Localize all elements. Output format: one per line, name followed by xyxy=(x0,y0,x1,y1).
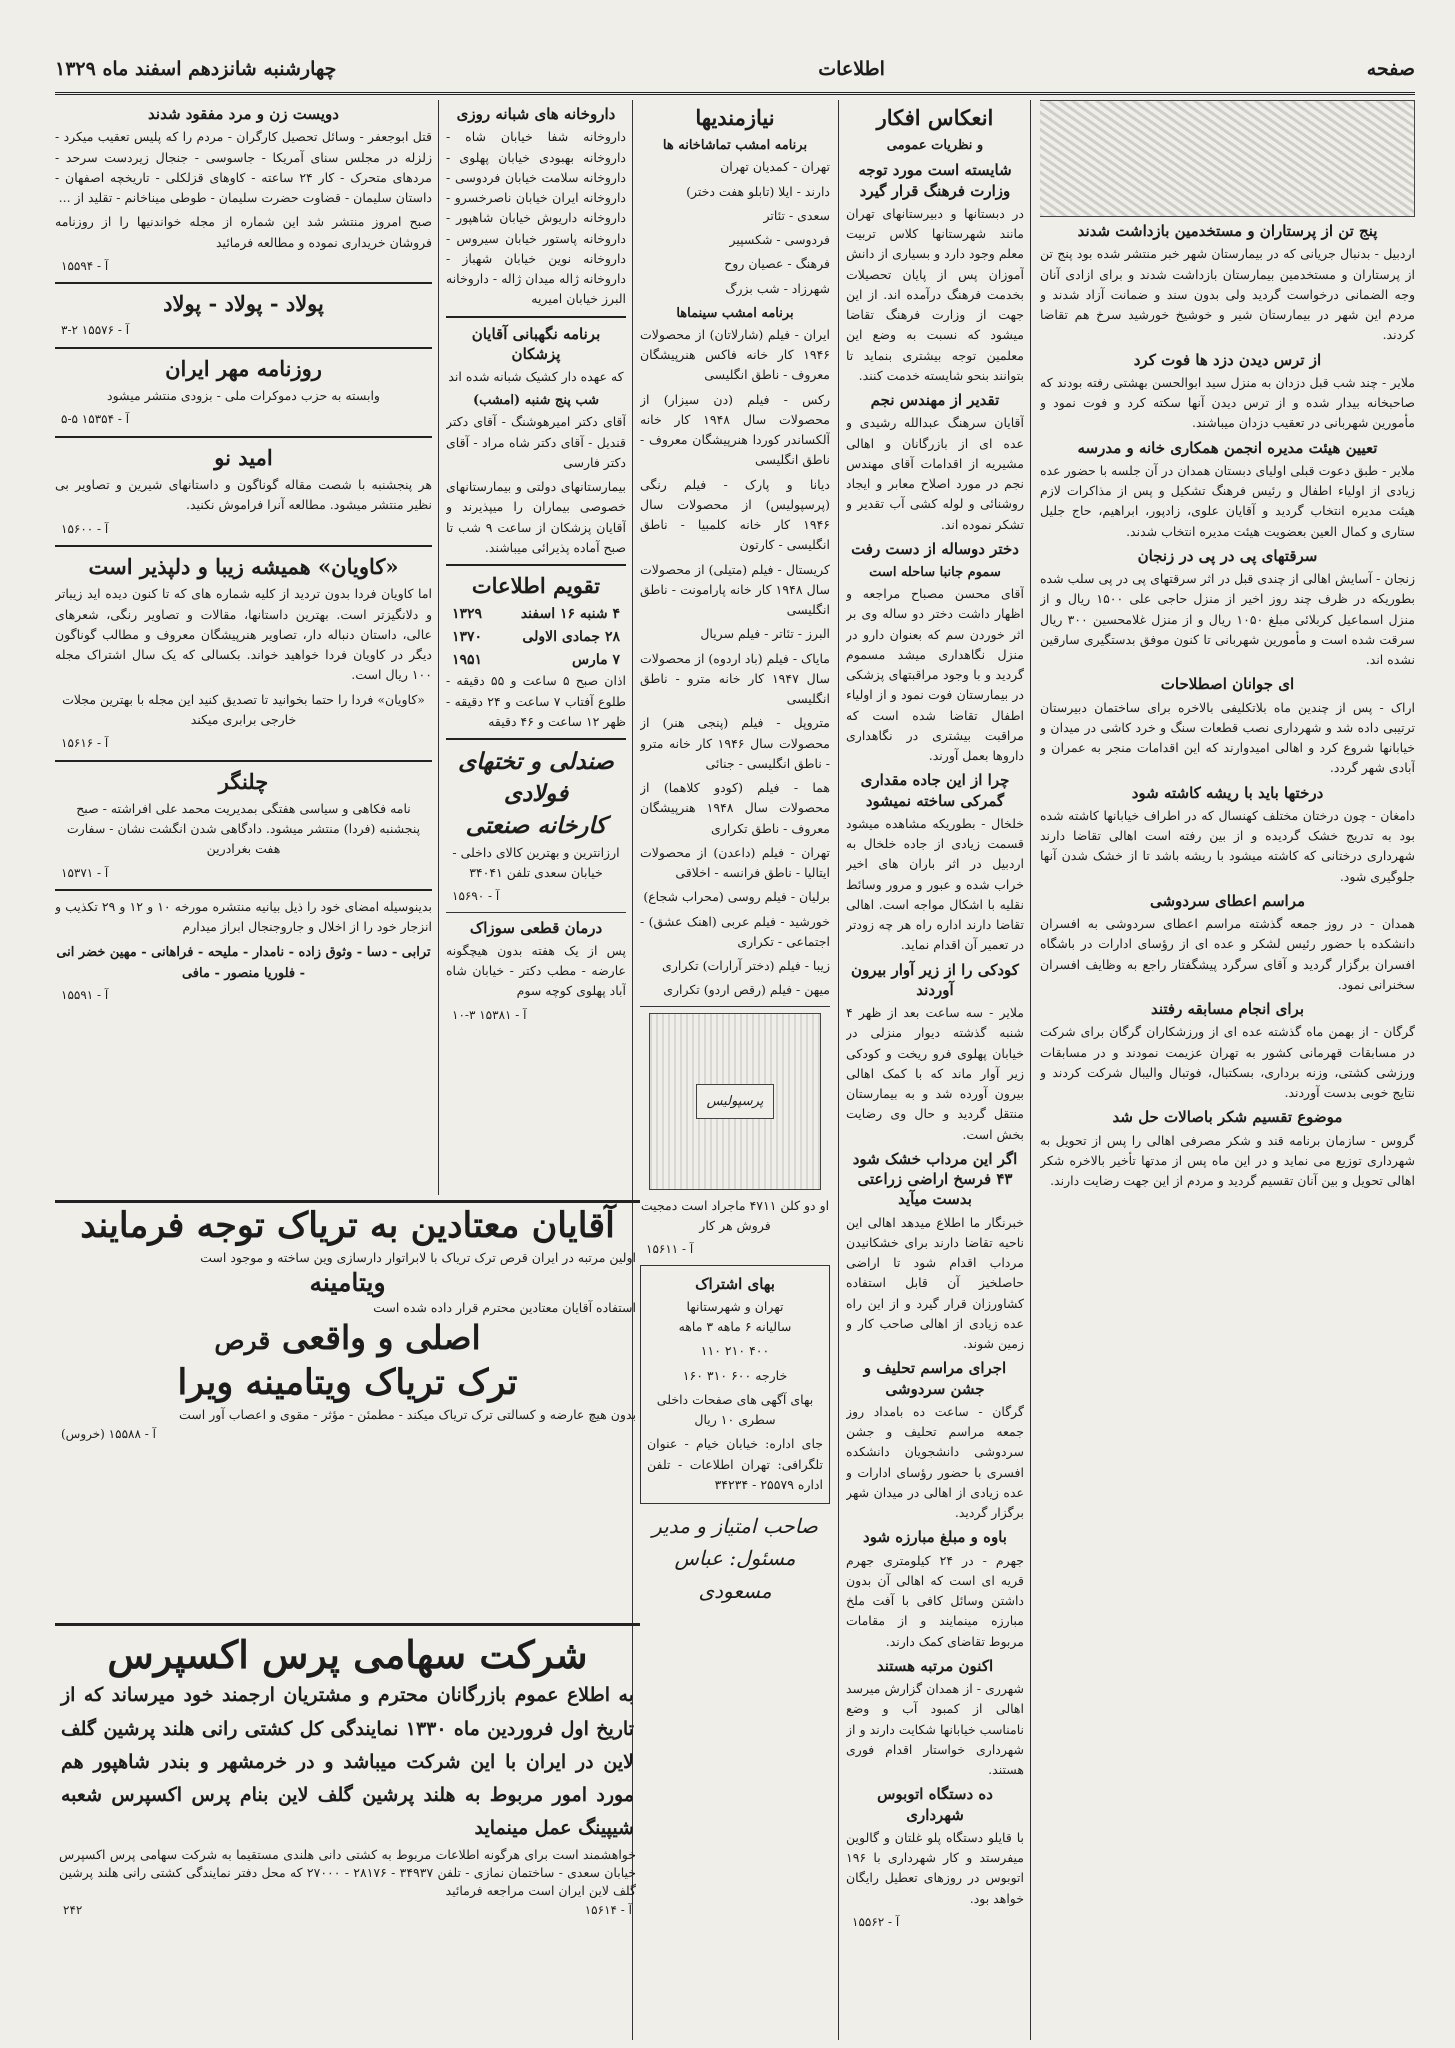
masthead-name: اطلاعات xyxy=(818,58,885,80)
night-label: شب پنج شنبه (امشب) xyxy=(472,393,600,409)
ad-real-label: اصلی و واقعی xyxy=(281,1318,481,1358)
subscription-row: خارجه ۶۰۰ ۳۱۰ ۱۶۰ xyxy=(682,1367,788,1383)
divider xyxy=(446,738,626,740)
publisher-signature: صاحب امتیاز و مدیر مسئول: عباس مسعودی xyxy=(652,1514,818,1603)
list-item: فردوسی - شکسپیر xyxy=(729,232,830,248)
ad-title: شرکت سهامی پرس اکسپرس xyxy=(107,1632,588,1677)
ad-highlight xyxy=(55,1317,640,1360)
article-body: اردبیل - بدنبال جریانی که در بیمارستان شهر خبر منتشر شده بود پنج تن از پرستاران و مستخدمین بیمارستان بازداشت شدند و برای ازادی آنان وجه الضمانی درخواست گردید ولی بدون سند و ضمانت آزاد شدند و مردم این شهر در بیمارستان شیر و خوشیخ خورشید سرخ هم تقاضا کردند. xyxy=(1040,246,1415,343)
article-body: ملایر - سه ساعت بعد از ظهر ۴ شنبه گذشته دیوار منزلی در خیابان پهلوی فرو ریخت و کودکی زیر آوار ماند که با کمک اهالی بیرون آورده شد و به بیمارستان منتقل گردید و حال وی رضایت بخش است. xyxy=(846,1005,1024,1142)
ad-title: چلنگر xyxy=(218,768,269,794)
ad-text: «کاویان» فردا را حتما بخوانید تا تصدیق کنید این مجله با بهترین مجلات خارجی برابری میکند xyxy=(62,691,425,727)
notice-text: بدینوسیله امضای خود را ذیل بیانیه منتشره مورخه ۱۰ و ۱۲ و ۲۹ تکذیب و انزجار خود را از اخلال و جاروجنجال ابراز میدارم xyxy=(55,899,432,935)
headline: چرا از این جاده مقداری گمرکی ساخته نمیشود xyxy=(860,771,1010,810)
article-body: جهرم - در ۲۴ کیلومتری جهرم قریه ای است که اهالی آن بدون داشتن وسائل کافی با آفت ملخ مبارزه مینمایند و از مقامات مربوط تقاضای کمک دارند. xyxy=(846,1552,1024,1649)
ad-calligraphy: صندلی و تختهای فولادی xyxy=(458,748,614,808)
headline: درختها باید با ریشه کاشته شود xyxy=(1131,783,1324,802)
subheadline: سموم جانبا ساحله است xyxy=(869,565,1001,581)
article-body: ملایر - چند شب قبل دزدان به منزل سید ابوالحسن بهشتی رفته بودند که صاحبخانه بیدار شده و از ترس دیدن آنها سکته کرد و فوت نمود و مأمورین شهربانی در تعقیب دزدان میباشند. xyxy=(1040,374,1415,431)
pharmacy-list: داروخانه شفا خیابان شاه - داروخانه بهبودی خیابان پهلوی - داروخانه سلامت خیابان فردوسی - داروخانه ایران خیابان ناصرخسرو - داروخانه داریوش خیابان شاهپور - داروخانه پاستور خیابان سیروس - داروخانه نوین خیابان شهباز - داروخانه ژاله میدان ژاله - داروخانه البرز خیابان امیریه xyxy=(446,129,626,307)
headline: شایسته است مورد توجه وزارت فرهنگ قرار گیرد xyxy=(858,161,1012,200)
divider xyxy=(446,316,626,318)
headline: از ترس دیدن دزد ها فوت کرد xyxy=(1133,350,1322,369)
ad-code: آ - ۱۵۳۸۱ ۳-۱۰ xyxy=(452,1007,527,1022)
article-body: گرگان - ساعت ده بامداد روز جمعه مراسم تحلیف و جشن سردوشی دانشجویان دانشکده افسری با حضور رؤسای ادارات و عده زیادی از اهالی در میدان شهر برگزار گردید. xyxy=(846,1403,1024,1521)
divider xyxy=(55,436,432,438)
list-item: سعدی - تئاتر xyxy=(763,207,830,223)
headline: تقدیر از مهندس نجم xyxy=(870,391,1000,410)
headline: مراسم اعطای سردوشی xyxy=(1149,891,1306,910)
ad-text: قتل ابوجعفر - وسائل تحصیل کارگران - مردم را که پلیس تعقیب میکرد - زلزله در مجلس سنای آمریکا - جاسوسی - جنجال زیردست سرحد - مردهای متحرک - کار ۲۴ ساعته - کاوهای قزلکلی - تاریخچه اصفهان - داستان سلیمان - قضاوت حضرت سلیمان - طوطی میناخانم - تقلید از ... xyxy=(55,129,432,205)
headline: ای جوانان اصطلاحات xyxy=(1160,675,1295,694)
headline: اگر این مرداب خشک شود ۴۳ فرسخ اراضی زراعتی بدست میآید xyxy=(852,1149,1018,1209)
list-item: زیبا - فیلم (دختر آرارات) تکراری xyxy=(662,958,830,974)
article-body: خلخال - بطوریکه مشاهده میشود قسمت زیادی از جاده خلخال به اردبیل در اثر باران های اخیر خراب شده و عبور و مرور وسائط نقلیه با اشکال مواجه است. اهالی تقاضا دارند اداره راه هر چه زودتر در تعمیر آن اقدام نماید. xyxy=(846,815,1024,953)
headline: تعیین هیئت مدیره انجمن همکاری خانه و مدرسه xyxy=(1077,438,1378,457)
divider xyxy=(55,282,432,284)
ad-caption: او دو کلن ۴۷۱۱ ماجراد است دمجیت فروش هر کار xyxy=(640,1197,830,1233)
article-body: ملایر - طبق دعوت قبلی اولیای دبستان همدان در آن جلسه با حضور عده زیادی از اولیاء اطفال و رئیس فرهنگ تشکیل و پس از مذاکرات لازم هیئت مدیره انتخاب گردید و آقایان علوی، زادپور، ابراهیم، حاج جلیل ستاری و کمال العین بعضویت هیئت مدیره انتخاب شدند. xyxy=(1040,462,1415,539)
calendar-title: تقویم اطلاعات xyxy=(471,573,601,599)
ad-text: ارزانترین و بهترین کالای داخلی - خیابان سعدی تلفن ۳۴۰۴۱ xyxy=(452,844,620,880)
product-bottle-image xyxy=(649,1013,821,1190)
ad-code: آ - ۱۵۳۷۱ xyxy=(61,865,109,880)
section-subtitle: که عهده دار کشیک شبانه شده اند xyxy=(448,369,624,384)
calendar-year: ۱۳۷۰ xyxy=(452,629,483,646)
calendar-date: ۷ مارس xyxy=(571,651,620,668)
divider xyxy=(55,760,432,762)
section-title: نیازمندیها xyxy=(695,105,775,130)
calendar-row xyxy=(446,626,626,649)
ad-code: آ - ۱۵۳۵۴ ۵-۵ xyxy=(61,412,130,427)
list-item: خورشید - فیلم عربی (اهنک عشق) - اجتماعی - تکراری xyxy=(640,913,830,949)
list-item: دیانا و پارک - فیلم رنگی (پرسپولیس) از محصولات سال ۱۹۴۶ کار خانه کلمبیا - ناطق انگلیسی - کارتون xyxy=(640,476,830,553)
ad-code: آ - ۱۵۵۷۶ ۲-۳ xyxy=(61,323,130,338)
headline: ده دستگاه اتوبوس شهرداری xyxy=(877,1785,993,1824)
ad-pars-express xyxy=(55,1630,640,2025)
headline: پنج تن از پرستاران و مستخدمین بازداشت شدند xyxy=(1077,222,1378,240)
ad-code: آ - ۱۵۵۹۱ xyxy=(61,987,109,1002)
divider xyxy=(55,347,432,349)
headline: اکنون مرتبه هستند xyxy=(876,1656,994,1675)
ad-code: آ - ۱۵۶۱۱ xyxy=(646,1242,694,1257)
article-body: آقای محسن مصباح مراجعه و اظهار داشت دختر دو ساله وی بر اثر خوردن سم که بعنوان دارو در منزل نگاهداری میشد مسموم گردید و با وجود مراقبتهای پزشکی در بیمارستان فوت نمود و از اولیاء اطفال تقاضا شده است که مراقبت بیشتری در نگاهداری داروها بعمل آورند. xyxy=(846,586,1024,764)
bottle-label: پرسپولیس xyxy=(696,1084,775,1119)
article-body: زنجان - آسایش اهالی از چندی قبل در اثر سرقتهای پی در پی سلب شده بطوریکه در ظرف چند روز اخیر از منزل حاجی علی ۱۵۰۰ ریال و از منزل اسماعیل کربلائی مبلغ ۱۰۵۰ ریال و از منزل غلامحسین ۳۰۰ ریال سرقت شده است و مأمورین شهربانی تا کنون موفق بدستگیری سارقین نشده اند. xyxy=(1040,571,1415,667)
calendar-row xyxy=(446,649,626,672)
article-body: در دبستانها و دبیرستانهای تهران مانند شهرستانها کلاس تربیت معلم وجود دارد و بسیاری از دانش آموزان پس از پایان تحصیلات بخدمت فرهنگ درآمده اند. از این جهت از وزارت فرهنگ تقاضا میشود که نسبت به وضع این معلمین توجه بیشتری بنماید تا بتوانند بنحو شایسته خدمت کنند. xyxy=(846,205,1024,383)
ad-contact: خواهشمند است برای هرگونه اطلاعات مربوط به کشتی دانی هلندی مستقیما به شرکت سهامی پرس اکسپرس خیابان سعدی - ساختمان نمازی - تلفن ۳۴۹۳۷ - ۲۸۱۷۶ - ۲۷۰۰۰ که محل دفتر نمایندگی کشتی رانی هلند پرشین گلف لاین ایران است مراجعه فرمائید xyxy=(59,1846,636,1898)
doctor-list: آقای دکتر امیرهوشنگ - آقای دکتر قندیل - آقای دکتر شاه مراد - آقای دکتر فارسی xyxy=(446,414,626,470)
article-body: آقایان سرهنگ عبدالله رشیدی و عده ای از بازرگانان و اهالی مشیریه از اقدامات آقای مهندس نجم در مورد اصلاح معابر و ایجاد روشنائی و لوله کشی آب تقدیر و تشکر نموده اند. xyxy=(846,415,1024,532)
calendar-date: ۴ شنبه ۱۶ اسفند xyxy=(520,606,620,623)
calendar-year: ۱۹۵۱ xyxy=(452,651,483,668)
ad-title: «کاویان» همیشه زیبا و دلپذیر است xyxy=(88,554,399,580)
masthead-page: صفحه xyxy=(1366,58,1415,80)
subscription-row: سالیانه ۶ ماهه ۳ ماهه xyxy=(678,1319,792,1335)
headline: سرقتهای پی در پی در زنجان xyxy=(1137,546,1318,565)
cinema-list xyxy=(640,325,830,1001)
article-body: گرگان - از بهمن ماه گذشته عده ای از ورزشکاران گرگان برای شرکت در مسابقات قهرمانی کشور به تهران عزیمت نمودند و در مسابقات ورزشی کشتی، وزنه برداری، بسکتبال، فوتبال والیبال شرکت کردند و نتایج خوبی بدست آوردند. xyxy=(1040,1024,1415,1100)
ad-text: وابسته به حزب دموکرات ملی - بزودی منتشر میشود xyxy=(107,388,380,404)
headline: برای انجام مسابقه رفتند xyxy=(1150,1000,1305,1018)
ad-code: آ - ۱۵۶۱۴ xyxy=(584,1903,632,1918)
list-item: دارند - ایلا (تابلو هفت دختر) xyxy=(686,183,830,199)
list-item: هما - فیلم (کودو کلاهما) از محصولات سال ۱۹۴۸ هنرپیشگان معروف - ناطق تکراری xyxy=(640,780,830,836)
subscription-box xyxy=(640,1265,830,1505)
note: بیمارستانهای دولتی و بیمارستانهای خصوصی بیماران را میپذیرند و آقایان پزشکان از ساعت ۹ شب تا صبح آماده پذیرائی میباشند. xyxy=(446,479,626,555)
subscription-title: بهای اشتراک xyxy=(695,1274,775,1293)
ad-title: آقایان معتادین به تریاک توجه فرمایند xyxy=(80,1205,615,1246)
ad-text: نامه فکاهی و سیاسی هفتگی بمدیریت محمد علی افراشته - صبح پنجشنبه (فردا) منتشر میشود. دادگاهی شدن انگشت نشان - سفارت هفت بغرادرین xyxy=(66,800,421,857)
column-regional-news xyxy=(1040,100,1415,2035)
ad-text: اولین مرتبه در ایران قرص ترک تریاک با لابراتوار دارسازی وین ساخته و موجود است xyxy=(200,1249,636,1265)
article-body: با قایلو دستگاه پلو غلتان و گالوین میفرستد و کار شهرداری با ۱۹۶ اتوبوس در روزهای تعطیل رایگان خواهد بود. xyxy=(846,1829,1024,1906)
ad-title: درمان قطعی سوزاک xyxy=(469,918,603,937)
list-item: میهن - فیلم (رقص اردو) تکراری xyxy=(663,982,830,998)
divider xyxy=(446,912,626,913)
subscription-subtitle: تهران و شهرستانها xyxy=(686,1298,784,1314)
ad-opium-pills xyxy=(55,1200,640,1626)
ad-text: اما کاویان فردا بدون تردید از کلیه شماره های که تا کنون دیده اید زیباتر و دلانگیزتر است. بهترین داستانها، مقالات و تصاویر رنگی، شعرهای عالی، داستان دنباله دار، تصاویر هنرپیشگان معروف و مطالب گوناگون دیگر در کاویان فردا خواهید خواند. بکسالی که یک سال اشتراک مجله ۱۰۰ ریال است. xyxy=(55,586,432,683)
article-body: گروس - سازمان برنامه قند و شکر مصرفی اهالی را پس از تحویل به شهرداری توزیع می نماید و در این ماه پس از مدتها تأخیر بالاخره شکر اهالی تحویل و بین آنان تقسیم گردید و مردم از این جهت رضایت دارند. xyxy=(1040,1132,1415,1188)
headline: موضوع تقسیم شکر باصالات حل شد xyxy=(1112,1108,1343,1127)
article-body: شهرری - از همدان گزارش میرسد اهالی از کمبود آب و وضع نامناسب خیابانها شکایت دارند و از شهرداری خواستار اقدام فوری هستند. xyxy=(846,1681,1024,1778)
ad-code: آ - ۱۵۵۶۲ xyxy=(852,1914,900,1929)
ad-title: امید نو xyxy=(214,444,273,470)
list-item: البرز - تئاتر - فیلم سریال xyxy=(700,626,830,642)
section-title: داروخانه های شبانه روزی xyxy=(456,105,616,123)
ad-number: ۲۴۲ xyxy=(63,1903,83,1918)
article-body: همدان - در روز جمعه گذشته مراسم اعطای سردوشی به افسران دانشکده با حضور رئیس لشکر و عده ای از رؤسای ادارات در باشگاه افسران برگزار گردید و آقای سرگرد پیشگفتار راجع به وظایف افسران سخنرانی نمود. xyxy=(1040,916,1415,992)
list-item: تهران - کمدیان تهران xyxy=(720,159,830,175)
column-ads xyxy=(55,100,432,1190)
column-public-opinion xyxy=(846,100,1024,2035)
cinema-heading: برنامه امشب سینماها xyxy=(676,305,794,321)
ad-text: هر پنجشنبه با شصت مقاله گوناگون و داستانهای شیرین و تصاویر بی نظیر منتشر میشود. مطالعه آنرا فراموش نکنید. xyxy=(55,477,432,513)
column-listings xyxy=(640,100,830,2035)
ad-text: پس از یک هفته بدون هیچگونه عارضه - مطب دکتر - خیابان شاه آباد پهلوی کوچه سوم xyxy=(446,942,626,999)
ad-code: آ - ۱۵۶۹۰ xyxy=(452,889,500,904)
list-item: برلیان - فیلم روسی (محراب شجاع) xyxy=(643,889,830,905)
masthead-date: چهارشنبه شانزدهم اسفند ماه ۱۳۲۹ xyxy=(55,58,337,80)
ad-pill-label: قرص xyxy=(214,1326,271,1356)
ad-calligraphy: کارخانه صنعتی xyxy=(465,812,607,840)
article-body: دامغان - چون درختان مختلف کهنسال که در اطراف خیابانها کاشته شده بود به تدریج خشک گردیده و از بین رفته است اهالی تقاضا دارند شهرداری درختانی که کاشته میشود با ریشه باشد تا از خشک شدن آنها جلوگیری شود. xyxy=(1040,807,1415,884)
article-body: اراک - پس از چندین ماه بلاتکلیفی بالاخره برای ساختمان دبیرستان ترتیبی داده شد و شهرداری نصب قطعات سنگ و خرد کاشی در میدان و خیابانها شروع کرد و اهالی امیدوارند که این اقدامات منجر به عمران و آبادی شهر گردد. xyxy=(1040,699,1415,776)
calendar-row xyxy=(446,603,626,626)
column-divider xyxy=(838,100,839,2040)
divider xyxy=(55,889,432,891)
divider xyxy=(55,545,432,547)
column-divider xyxy=(1030,100,1031,2040)
headline: دویست زن و مرد مفقود شدند xyxy=(148,105,339,123)
prayer-times: اذان صبح ۵ ساعت و ۵۵ دقیقه - طلوع آفتاب ۷ ساعت و ۲۴ دقیقه - ظهر ۱۲ ساعت و ۴۶ دقیقه xyxy=(446,673,626,729)
headline: دختر دوساله از دست رفت xyxy=(851,539,1019,558)
divider xyxy=(640,1006,830,1007)
notice-signers: ترابی - دسا - وثوق زاده - نامدار - ملیحه - فراهانی - مهین خضر انی - فلوریا منصور - مافی xyxy=(56,944,431,981)
list-item: ایران - فیلم (شارلاتان) از محصولات ۱۹۴۶ کار خانه فاکس هنرپیشگان معروف - ناطق انگلیسی xyxy=(640,326,830,383)
ad-code: آ - ۱۵۶۱۶ xyxy=(61,736,109,751)
ad-subtitle: ویتامینه xyxy=(309,1267,386,1297)
calendar-year: ۱۳۲۹ xyxy=(452,606,483,623)
office-info: جای اداره: خیابان خیام - عنوان تلگرافی: تهران اطلاعات - تلفن اداره ۲۵۵۷۹ - ۳۴۲۳۴ xyxy=(647,1436,823,1492)
ad-code: آ - ۱۵۵۹۴ xyxy=(61,258,109,273)
headline: باوه و مبلغ مبارزه شود xyxy=(863,1528,1007,1547)
subscription-row: بهای آگهی های صفحات داخلی سطری ۱۰ ریال xyxy=(656,1391,814,1428)
headline: کودکی را از زیر آوار بیرون آوردند xyxy=(851,960,1019,999)
ad-text: استفاده آقایان معتادین محترم قرار داده شده است xyxy=(373,1300,636,1316)
ad-code: آ - ۱۵۵۸۸ (خروس) xyxy=(61,1426,156,1441)
article-body: خبرنگار ما اطلاع میدهد اهالی این ناحیه تقاضا دارند برای خشکانیدن مرداب اقدام شود تا اراضی حاصلخیز آن قابل استفاده کشاورزان قرار گیرد و از این راه عده زیادی از اهالی صاحب کار و زمین شوند. xyxy=(846,1214,1024,1352)
column-divider xyxy=(438,100,439,1195)
headline: اجرای مراسم تحلیف و جشن سردوشی xyxy=(863,1359,1007,1398)
ad-code: آ - ۱۵۶۰۰ xyxy=(61,521,109,536)
calendar-date: ۲۸ جمادی الاولی xyxy=(522,629,620,646)
ad-text: صبح امروز منتشر شد این شماره از مجله خواندنیها را از روزنامه فروشان خریداری نموده و مطالعه فرمائید xyxy=(55,214,432,250)
ad-title: پولاد - پولاد - پولاد xyxy=(163,291,324,317)
masthead-rule xyxy=(55,92,1415,95)
masthead xyxy=(55,50,1415,88)
ad-footer xyxy=(55,1900,640,1921)
divider xyxy=(446,564,626,566)
illustration xyxy=(1040,100,1415,217)
section-subtitle: و نظریات عمومی xyxy=(886,138,984,154)
list-item: کریستال - فیلم (متیلی) از محصولات سال ۱۹۴۸ کار خانه پارامونت - ناطق انگلیسی xyxy=(640,561,830,618)
list-item: تهران - فیلم (داعدن) از محصولات ایتالیا - ناطق فرانسه - اخلاقی xyxy=(640,844,830,881)
section-title: انعکاس افکار xyxy=(876,105,994,130)
ad-title: روزنامه مهر ایران xyxy=(165,355,322,381)
ad-text: بدون هیچ عارضه و کسالتی ترک تریاک میکند - مطمئن - مؤثر - مقوی و اعصاب آور است xyxy=(179,1406,636,1422)
theater-heading: برنامه امشب تماشاخانه ها xyxy=(662,138,808,154)
section-title: برنامه نگهبانی آقایان پزشکان xyxy=(471,324,601,363)
subscription-row: ۴۰۰ ۲۱۰ ۱۱۰ xyxy=(700,1343,770,1359)
list-item: فرهنگ - عصیان روح xyxy=(724,256,830,272)
column-services xyxy=(446,100,626,1190)
list-item: متروپل - فیلم (پنجی هنر) از محصولات سال ۱۹۴۶ کار خانه مترو - ناطق انگلیسی - جنائی xyxy=(640,715,830,771)
list-item: شهرزاد - شب بزرگ xyxy=(725,280,830,296)
list-item: مایاک - فیلم (باد اردوه) از محصولات سال ۱۹۴۷ کار خانه مترو - ناطق انگلیسی xyxy=(640,650,830,707)
list-item: رکس - فیلم (دن سیزار) از محصولات سال ۱۹۴۸ کار خانه آلکساندر کوردا هنرپیشگان معروف - ناطق انگلیسی xyxy=(640,391,830,468)
ad-text: به اطلاع عموم بازرگانان محترم و مشتریان ارجمند خود میرساند که از تاریخ اول فروردین ماه ۱۳۳۰ نمایندگی کل کشتی رانی هلند پرشین گلف لاین در ایران با این شرکت میباشد و در خرمشهر و بندر شاهپور هم مورد امور مربوط به هلند پرشین گلف لاین بنام پرس اکسپرس شعبه شیپینگ عمل مینماید xyxy=(61,1684,634,1840)
ad-product-name: ترک تریاک ویتامینه ویرا xyxy=(177,1362,518,1404)
theater-list xyxy=(640,157,830,299)
